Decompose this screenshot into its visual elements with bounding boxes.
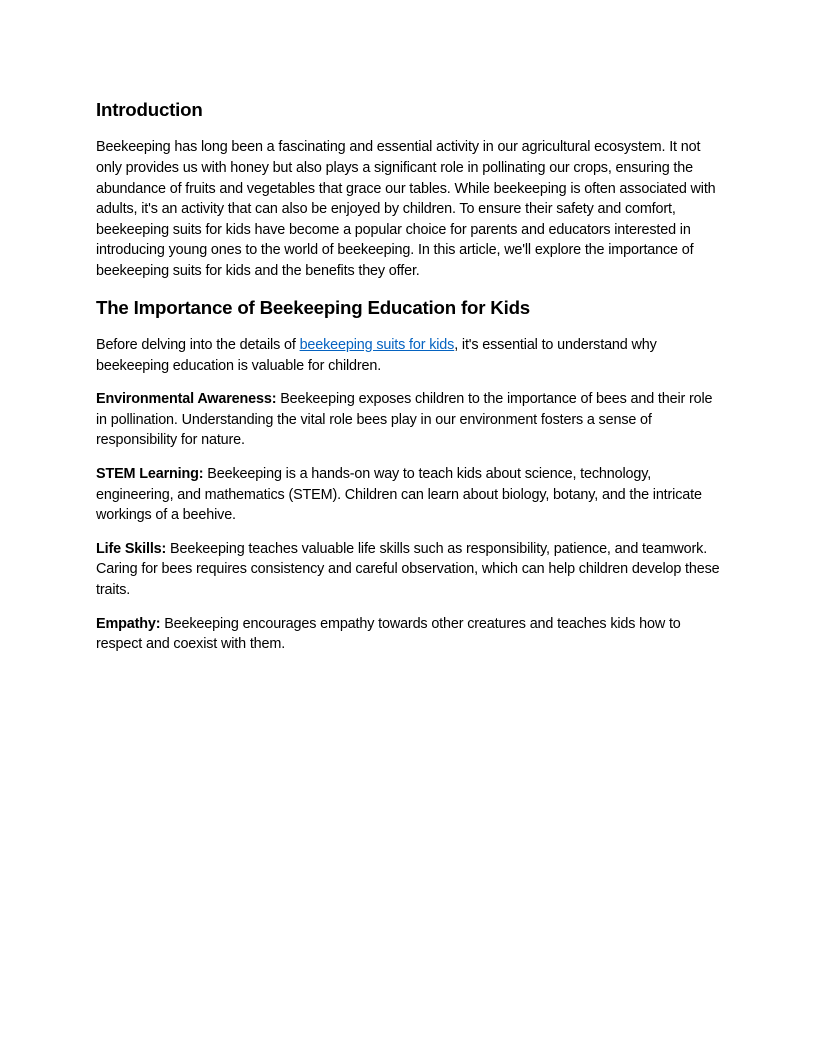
paragraph-stem-learning-text: Beekeeping is a hands-on way to teach kids about science, technology, engineering, and mathematics (STEM). Children can learn about biology, botany, and the intricate workings of a beehive.: [96, 466, 702, 524]
heading-importance-of-beekeeping-education: The Importance of Beekeeping Education for Kids: [96, 296, 530, 318]
paragraph-empathy-text: Beekeeping encourages empathy towards other creatures and teaches kids how to respect and coexist with them.: [96, 615, 681, 653]
paragraph-introduction: Beekeeping has long been a fascinating and essential activity in our agricultural ecosystem. It not only provides us with honey but also plays a significant role in pollinating our crops, ensuring the abundance of fruits and vegetables that grace our tables. While beekeeping is often associated with adults, it's an activity that can also be enjoyed by children. To ensure their safety and comfort, beekeeping suits for kids have become a popular choice for parents and educators interested in introducing young ones to the world of beekeeping. In this article, we'll explore the importance of beekeeping suits for kids and the benefits they offer.: [96, 139, 716, 279]
bold-lead-environmental-awareness: Environmental Awareness:: [96, 391, 277, 408]
link-beekeeping-suits-for-kids[interactable]: beekeeping suits for kids: [299, 337, 455, 354]
bold-lead-stem-learning: STEM Learning:: [96, 466, 204, 482]
bold-lead-empathy: Empathy:: [96, 615, 161, 632]
paragraph-link-before-text: Before delving into the details of: [96, 337, 300, 354]
paragraph-stem-learning: [96, 464, 720, 526]
paragraph-environmental-awareness-text: Beekeeping exposes children to the importance of bees and their role in pollination. Understanding the vital role bees play in our environment fosters a sense of responsibility for nature.: [96, 391, 713, 449]
heading-introduction: Introduction: [96, 99, 203, 120]
paragraph-link-after-text: , it's essential to understand why beekeeping education is valuable for children.: [96, 337, 657, 374]
paragraph-environmental-awareness: [96, 389, 720, 451]
paragraph-life-skills: [96, 539, 720, 601]
paragraph-empathy: [96, 614, 720, 655]
bold-lead-life-skills: Life Skills:: [96, 540, 167, 557]
paragraph-life-skills-text: Beekeeping teaches valuable life skills such as responsibility, patience, and teamwork. Caring for bees requires consistency and careful observation, which can help children develop these traits.: [96, 540, 720, 598]
paragraph-before-details: [96, 335, 720, 376]
